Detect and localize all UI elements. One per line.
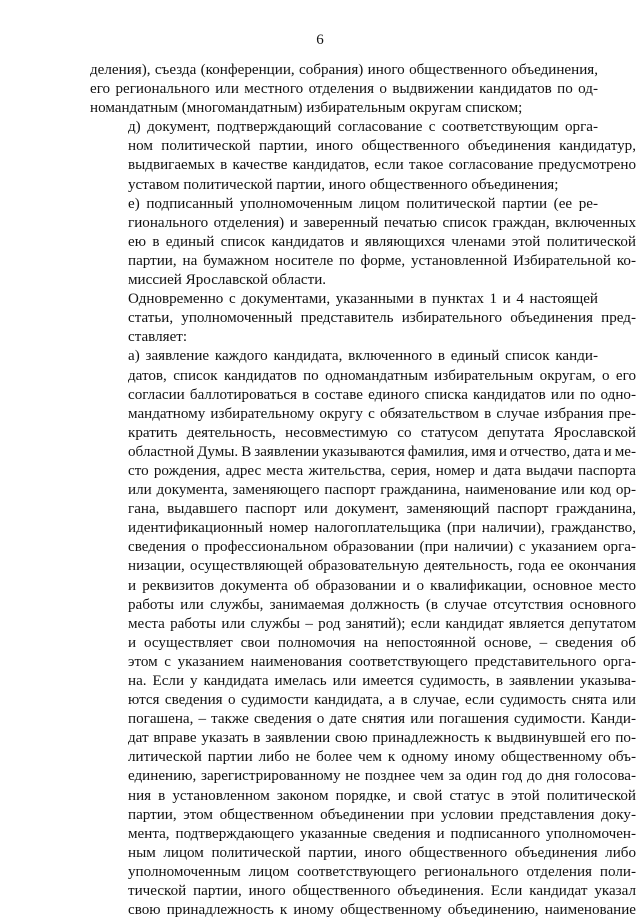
text-line: статьи, уполномоченный представитель избирательного объединения пред- [128,310,636,327]
text-line: ния в установленном законом порядке, и свой статус в этой политической [128,787,636,804]
text-line: его регионального или местного отделения о выдвижении кандидатов по од- [90,81,598,98]
text-line: и реквизитов документа об образовании и о квалификации, основное место [128,577,636,594]
text-line: кратить деятельность, несовместимую со статусом депутата Ярославской [128,424,636,441]
text-line: гана, выдавшего паспорт или документ, заменяющий паспорт гражданина, [128,501,636,518]
text-line: работы или службы, занимаемая должность (в случае отсутствия основного [128,596,636,613]
text-line: ным лицом политической партии, иного общественного объединения либо [128,844,636,861]
text-line: д) документ, подтверждающий согласование с соответствующим орга- [128,119,598,136]
text-line: ном политической партии, иного общественного объединения кандидатур, [128,138,636,155]
paragraph-simultaneously [90,290,636,347]
text-line: тической партии, иного общественного объединения. Если кандидат указал [128,883,636,900]
page-number: 6 [316,32,324,48]
text-line: уполномоченным лицом соответствующего регионального отделения поли- [128,863,636,880]
text-line: и осуществляет свои полномочия на непостоянной основе, – сведения об [128,634,636,651]
text-line: или документа, заменяющего паспорт гражданина, наименование или код ор- [128,482,636,499]
text-line: гионального отделения) и заверенный печатью список граждан, включенных [128,214,636,231]
text-line: свою принадлежность к иному общественному объединению, наименование [128,902,636,919]
text-line: партии, этом общественном объединении при условии представления доку- [128,806,636,823]
document-body [90,61,636,920]
paragraph-item-e [90,195,636,290]
text-line: дат вправе указать в заявлении свою принадлежность к выдвинувшей его по- [128,730,636,747]
text-line: на. Если у кандидата имелась или имеется судимость, в заявлении указыва- [128,673,636,689]
text-line: уставом политической партии, иного общественного объединения; [128,176,559,193]
text-line: сто рождения, адрес места жительства, серия, номер и дата выдачи паспорта [128,462,636,479]
text-line: выдвигаемых в качестве кандидатов, если такое согласование предусмотрено [128,157,636,174]
text-line: а) заявление каждого кандидата, включенного в единый список канди- [128,348,598,365]
text-line: областной Думы. В заявлении указываются фамилия, имя и отчество, дата и ме- [128,443,636,460]
text-line: этом с указанием наименования соответствующего представительного орга- [128,653,636,670]
text-line: партии, на бумажном носителе по форме, установленной Избирательной ко- [128,252,636,269]
text-line: ются сведения о судимости кандидата, а в случае, если судимость снята или [128,692,636,709]
text-line: миссией Ярославской области. [128,272,327,289]
text-line: согласии баллотироваться в составе единого списка кандидатов или по одно- [128,386,636,403]
text-line: е) подписанный уполномоченным лицом политической партии (ее ре- [128,195,598,212]
text-line: мандатному избирательному округу с обязательством в случае избрания пре- [128,405,636,422]
text-line: ею в единый список кандидатов и являющихся членами этой политической [128,233,636,250]
paragraph-item-a [90,347,636,920]
text-line: номандатным (многомандатным) избирательным округам списком; [90,100,523,117]
text-line: литической партии либо не более чем к одному иному общественному объ- [128,749,636,766]
text-line: датов, список кандидатов по одномандатным избирательным округам, о его [128,367,636,384]
text-line: Одновременно с документами, указанными в пунктах 1 и 4 настоящей [128,291,598,308]
text-line: идентификационный номер налогоплательщика (при наличии), гражданство, [128,520,636,537]
text-line: деления), съезда (конференции, собрания) иного общественного объединения, [90,62,598,78]
text-line: единению, зарегистрированному не позднее чем за один год до дня голосова- [128,768,636,785]
paragraph-continuation [90,61,598,118]
paragraph-item-d [90,118,636,194]
text-line: погашена, – также сведения о дате снятия или погашения судимости. Канди- [128,711,636,728]
text-line: мента, подтверждающего указанные сведения и подписанного уполномочен- [128,825,636,842]
text-line: ставляет: [128,329,188,346]
text-line: низации, осуществляющей образовательную деятельность, года ее окончания [128,558,636,575]
text-line: сведения о профессиональном образовании (при наличии) с указанием орга- [128,539,636,556]
text-line: места работы или службы – род занятий); если кандидат является депутатом [128,615,636,632]
